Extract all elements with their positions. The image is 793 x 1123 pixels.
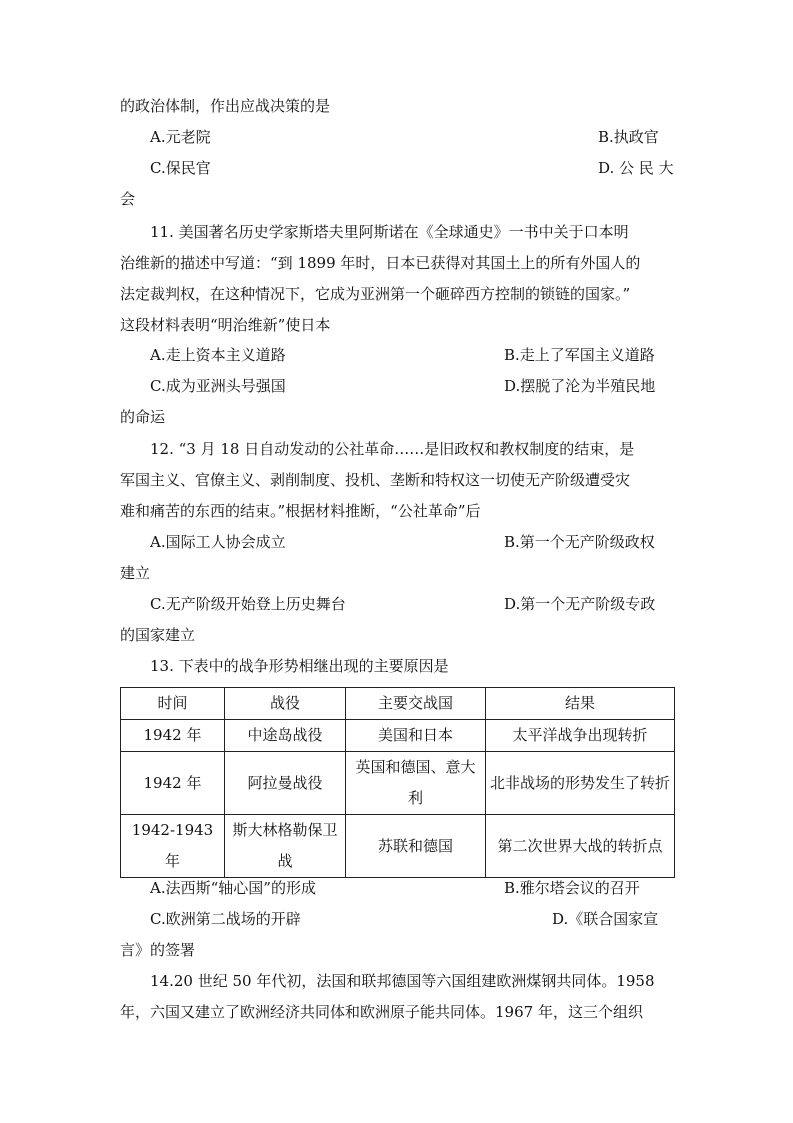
cell-battle: 中途岛战役 <box>225 720 346 752</box>
q10-stem-tail: 的政治体制，作出应战决策的是 <box>120 97 331 115</box>
cell-time: 1942-1943 年 <box>121 815 225 878</box>
q13-option-a: A.法西斯“轴心国”的形成 <box>150 879 316 897</box>
table-row <box>121 815 675 878</box>
q13-option-c: C.欧洲第二战场的开辟 <box>150 910 301 928</box>
q10-option-a: A.元老院 <box>150 128 211 146</box>
battle-table <box>120 687 675 878</box>
q12-option-c: C.无产阶级开始登上历史舞台 <box>150 595 346 613</box>
q10-option-b: B.执政官 <box>598 128 659 146</box>
header-time: 时间 <box>121 688 225 720</box>
q12-option-d: D.第一个无产阶级专政 <box>504 595 656 613</box>
header-battle: 战役 <box>225 688 346 720</box>
q11-option-a: A.走上资本主义道路 <box>150 346 286 364</box>
q13-option-d-wrap: 言》的签署 <box>120 941 196 959</box>
cell-time: 1942 年 <box>121 752 225 815</box>
q14-stem-line2: 年，六国又建立了欧洲经济共同体和欧洲原子能共同体。1967 年，这三个组织 <box>120 1003 643 1021</box>
q11-stem-line3: 法定裁判权，在这种情况下，它成为亚洲第一个砸碎西方控制的锁链的国家。” <box>120 285 631 303</box>
table-header-row <box>121 688 675 720</box>
q12-option-a: A.国际工人协会成立 <box>150 533 286 551</box>
q12-stem-line3: 难和痛苦的东西的结束。”根据材料推断，“公社革命”后 <box>120 502 481 520</box>
cell-belligerents: 美国和日本 <box>346 720 486 752</box>
table-row <box>121 720 675 752</box>
cell-result: 太平洋战争出现转折 <box>486 720 675 752</box>
q12-stem-line2: 军国主义、官僚主义、剥削制度、投机、垄断和特权这一切使无产阶级遭受灾 <box>120 471 631 489</box>
q11-stem-line1: 11. 美国著名历史学家斯塔夫里阿斯诺在《全球通史》一书中关于口本明 <box>150 223 629 241</box>
q12-option-d-wrap: 的国家建立 <box>120 626 196 644</box>
q12-option-b-wrap: 建立 <box>120 564 151 582</box>
q13-option-d: D.《联合国家宣 <box>552 910 659 928</box>
cell-battle: 阿拉曼战役 <box>225 752 346 815</box>
header-belligerents: 主要交战国 <box>346 688 486 720</box>
q14-stem-line1: 14.20 世纪 50 年代初，法国和联邦德国等六国组建欧洲煤钢共同体。1958 <box>150 972 655 990</box>
q11-option-d-wrap: 的命运 <box>120 408 166 426</box>
cell-result: 第二次世界大战的转折点 <box>486 815 675 878</box>
q11-stem-line2: 治维新的描述中写道：“到 1899 年时，日本已获得对其国土上的所有外国人的 <box>120 254 641 272</box>
q11-option-b: B.走上了军国主义道路 <box>504 346 655 364</box>
cell-belligerents: 英国和德国、意大利 <box>346 752 486 815</box>
q11-option-d: D.摆脱了沦为半殖民地 <box>504 377 656 395</box>
q10-option-c: C.保民官 <box>150 159 211 177</box>
q11-stem-line4: 这段材料表明“明治维新”使日本 <box>120 316 331 334</box>
q10-option-d: D. 公 民 大 <box>598 159 674 177</box>
q13-stem: 13. 下表中的战争形势相继出现的主要原因是 <box>150 657 449 675</box>
cell-time: 1942 年 <box>121 720 225 752</box>
header-result: 结果 <box>486 688 675 720</box>
q12-stem-line1: 12. “3 月 18 日自动发动的公社革命……是旧政权和教权制度的结束，是 <box>150 440 635 458</box>
cell-battle: 斯大林格勒保卫战 <box>225 815 346 878</box>
cell-belligerents: 苏联和德国 <box>346 815 486 878</box>
table-row <box>121 752 675 815</box>
q13-option-b: B.雅尔塔会议的召开 <box>504 879 640 897</box>
cell-result: 北非战场的形势发生了转折 <box>486 752 675 815</box>
q12-option-b: B.第一个无产阶级政权 <box>504 533 655 551</box>
q10-option-d-wrap: 会 <box>120 190 136 208</box>
q11-option-c: C.成为亚洲头号强国 <box>150 377 286 395</box>
